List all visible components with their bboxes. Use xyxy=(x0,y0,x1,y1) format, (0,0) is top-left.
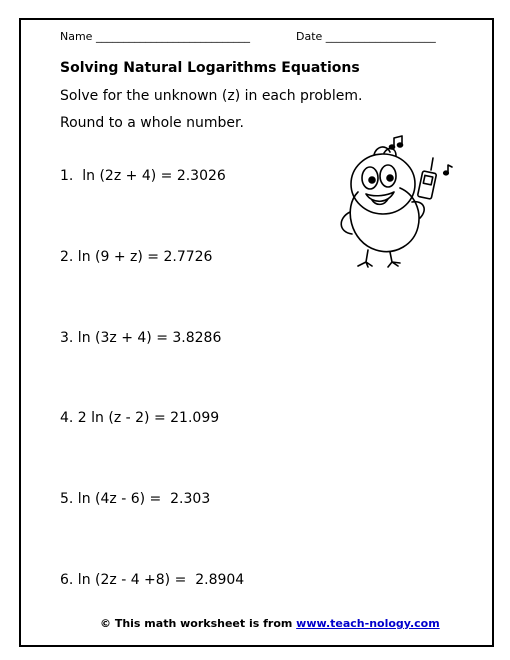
problem-6: 6. ln (2z - 4 +8) = 2.8904 xyxy=(60,572,245,588)
bird-with-phone-icon xyxy=(328,132,458,272)
problem-3: 3. ln (3z + 4) = 3.8286 xyxy=(60,330,222,346)
instruction-line-2: Round to a whole number. xyxy=(60,115,244,131)
problem-5: 5. ln (4z - 6) = 2.303 xyxy=(60,491,211,507)
instruction-line-1: Solve for the unknown (z) in each problem. xyxy=(60,88,363,104)
footer-link[interactable]: www.teach-nology.com xyxy=(296,617,440,630)
footer-text: © This math worksheet is from xyxy=(100,617,297,630)
date-field-label: Date ____________________ xyxy=(296,30,436,43)
worksheet-title: Solving Natural Logarithms Equations xyxy=(60,60,360,76)
problem-4: 4. 2 ln (z - 2) = 21.099 xyxy=(60,410,220,426)
name-field-label: Name ____________________________ xyxy=(60,30,250,43)
problem-1: 1. ln (2z + 4) = 2.3026 xyxy=(60,168,226,184)
footer-credit xyxy=(100,617,440,630)
problem-2: 2. ln (9 + z) = 2.7726 xyxy=(60,249,213,265)
